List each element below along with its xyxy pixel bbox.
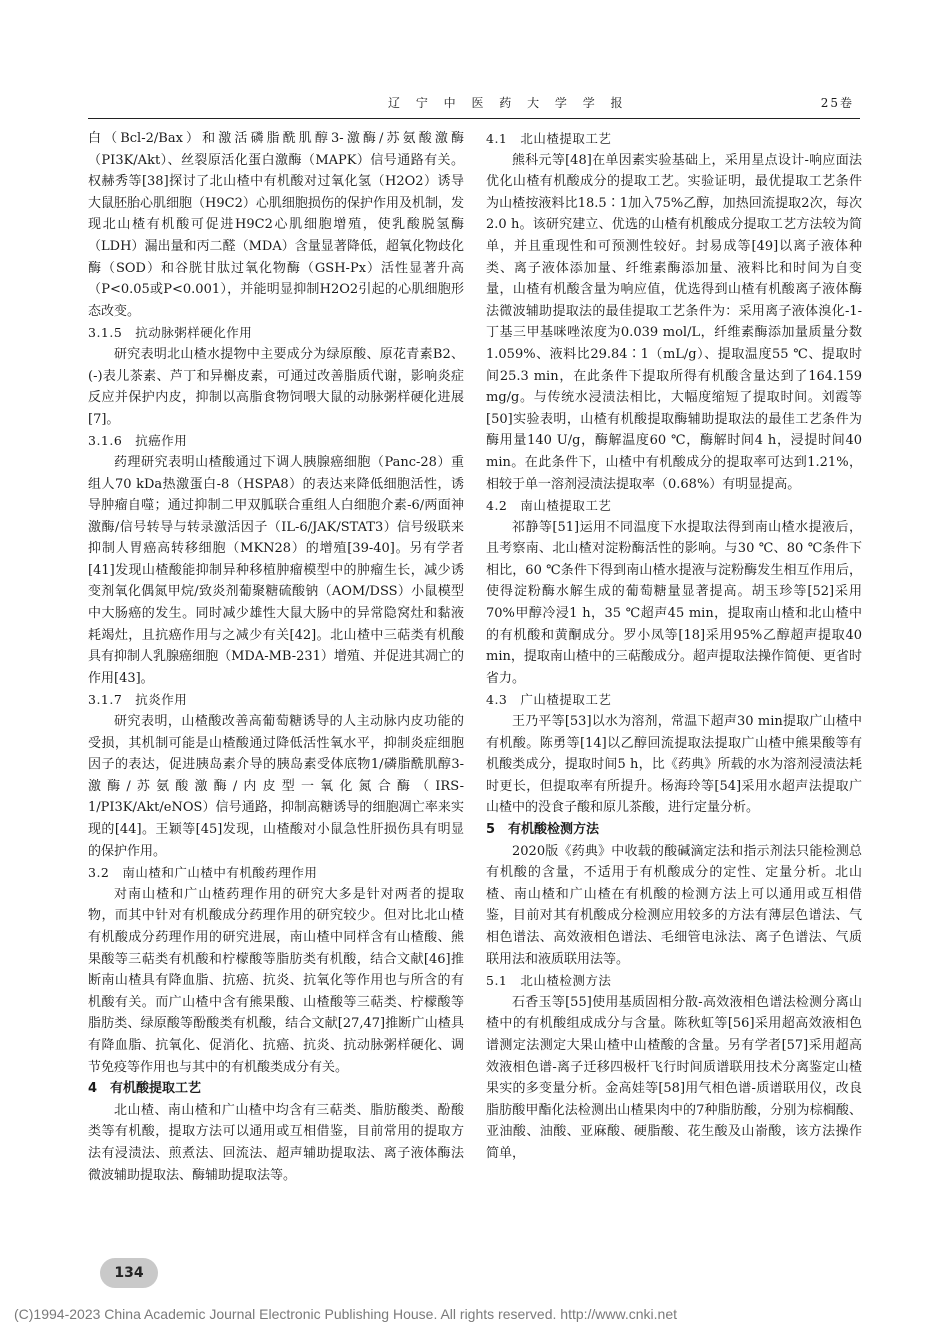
subsection-heading: 5.1 北山楂检测方法 bbox=[486, 973, 612, 989]
paragraph: 熊科元等[48]在单因素实验基础上，采用星点设计-响应面法优化山楂有机酸成分的提取工艺。实验证明，最优提取工艺条件为山楂按液料比18.5∶1加入75%乙醇，加热回流提取2次，每次2.0 h。该研究建立、优选的山楂有机酸成分提取工艺方法较为简单，并且重现性和可预测性较好。封易成等[49]以离子液体种类、离子液体添加量、纤维素酶添加量、液料比和时间为自变量，山楂有机酸含量为响应值，优选得到山楂有机酸离子液体酶法微波辅助提取法的最佳提取工艺条件为：采用离子液体溴化-1-丁基三甲基咪唑浓度为0.039 mol/L，纤维素酶添加量质量分数1.059%、液料比29.84∶1（mL/g）、提取温度55 ℃、提取时间25.3 min，在此条件下提取所得有机酸含量达到了164.159 mg/g。与传统水浸渍法相比，大幅度缩短了提取时间。刘霞等[50]实验表明，山楂有机酸提取酶辅助提取法的最佳工艺条件为酶用量140 U/g，酶解温度60 ℃，酶解时间4 h，浸提时间40 min。在此条件下，山楂中有机酸成分的提取率可达到1.21%，相较于单一溶剂浸渍法提取率（0.68%）有明显提高。 bbox=[486, 152, 862, 492]
subsection-heading: 4.2 南山楂提取工艺 bbox=[486, 498, 612, 514]
section-heading: 4 有机酸提取工艺 bbox=[88, 1081, 202, 1097]
paragraph: 药理研究表明山楂酸通过下调人胰腺癌细胞（Panc-28）重组人70 kDa热激蛋白-8（HSPA8）的表达来降低细胞活性，诱导肿瘤自噬；通过抑制二甲双胍联合重组人白细胞介素-6/两面神激酶/信号转导与转录激活因子（IL-6/JAK/STAT3）信号级联来抑制人胃癌高转移细胞（MKN28）的增殖[39-40]。另有学者[41]发现山楂酸能抑制异种移植肿瘤模型中的肿瘤生长，减少诱变剂氧化偶氮甲烷/致炎剂葡聚糖硫酸钠（AOM/DSS）小鼠模型中大肠癌的发生。同时减少雄性大鼠大肠中的异常隐窝灶和黏液耗竭灶，且抗癌作用与之减少有关[42]。北山楂中三萜类有机酸具有抑制人乳腺癌细胞（MDA-MB-231）增殖、并促进其凋亡的作用[43]。 bbox=[88, 454, 464, 686]
paragraph: 白（Bcl-2/Bax）和激活磷脂酰肌醇3-激酶/苏氨酸激酶（PI3K/Akt）、丝裂原活化蛋白激酶（MAPK）信号通路有关。权赫秀等[38]探讨了北山楂中有机酸对过氧化氢（H2O2）诱导大鼠胚胎心肌细胞（H9C2）心肌细胞损伤的保护作用及机制，发现北山楂有机酸可促进H9C2心肌细胞增殖，使乳酸脱氢酶（LDH）漏出量和丙二醛（MDA）含量显著降低，超氧化物歧化酶（SOD）和谷胱甘肽过氧化物酶（GSH-Px）活性显著升高（P<0.05或P<0.001），并能明显抑制H2O2引起的心肌细胞形态改变。 bbox=[88, 131, 464, 319]
right-column bbox=[486, 128, 862, 1165]
paragraph: 研究表明，山楂酸改善高葡萄糖诱导的人主动脉内皮功能的受损，其机制可能是山楂酸通过降低活性氧水平，抑制炎症细胞因子的表达，促进胰岛素介导的胰岛素受体底物1/磷脂酰肌醇3-激酶/苏氨酸激酶/内皮型一氧化氮合酶（IRS-1/PI3K/Akt/eNOS）信号通路，抑制高糖诱导的细胞凋亡率来实现的[44]。王颖等[45]发现，山楂酸对小鼠急性肝损伤具有明显的保护作用。 bbox=[88, 714, 464, 859]
paragraph: 祁静等[51]运用不同温度下水提取法得到南山楂水提液后，且考察南、北山楂对淀粉酶活性的影响。与30 ℃、80 ℃条件下相比，60 ℃条件下得到南山楂水提液与淀粉酶发生相互作用后，使得淀粉酶水解生成的葡萄糖量显著提高。胡玉珍等[52]采用70%甲醇冷浸1 h，35 ℃超声45 min，提取南山楂和北山楂中的有机酸和黄酮成分。罗小凤等[18]采用95%乙醇超声提取40 min，提取南山楂中的三萜酸成分。超声提取法操作简便、更省时省力。 bbox=[486, 519, 862, 686]
subsection-heading: 3.2 南山楂和广山楂中有机酸药理作用 bbox=[88, 865, 318, 881]
paragraph: 对南山楂和广山楂药理作用的研究大多是针对两者的提取物，而其中针对有机酸成分药理作用的研究较少。但对比北山楂有机酸成分药理作用的研究进展，南山楂中同样含有山楂酸、熊果酸等三萜类有机酸和柠檬酸等脂肪类有机酸，结合文献[46]推断南山楂具有降血脂、抗癌、抗炎、抗氧化等作用也与所含的有机酸有关。而广山楂中含有熊果酸、山楂酸等三萜类、柠檬酸等脂肪类、绿原酸等酚酸类有机酸，结合文献[27,47]推断广山楂具有降血脂、抗氧化、促消化、抗癌、抗炎、抗动脉粥样硬化、调节免疫等作用也与其中的有机酸类成分有关。 bbox=[88, 886, 464, 1075]
paragraph: 北山楂、南山楂和广山楂中均含有三萜类、脂肪酸类、酚酸类等有机酸，提取方法可以通用或互相借鉴，目前常用的提取方法有浸渍法、煎煮法、回流法、超声辅助提取法、离子液体酶法微波辅助提取法、酶辅助提取法等。 bbox=[88, 1102, 464, 1183]
running-header bbox=[88, 92, 860, 116]
paragraph: 研究表明北山楂水提物中主要成分为绿原酸、原花青素B2、(-)表儿茶素、芦丁和异槲皮素，可通过改善脂质代谢，影响炎症反应并保护内皮，抑制以高脂食物饲喂大鼠的动脉粥样硬化进展[7]。 bbox=[88, 346, 464, 427]
paragraph: 王乃平等[53]以水为溶剂，常温下超声30 min提取广山楂中有机酸。陈勇等[14]以乙醇回流提取法提取广山楂中熊果酸等有机酸类成分，提取时间5 h，比《药典》所载的水为溶剂浸渍法耗时更长，但提取率有所提升。杨海玲等[54]采用水超声法提取广山楂中的没食子酸和原儿茶酸，进行定量分析。 bbox=[486, 714, 862, 816]
header-rule bbox=[88, 118, 860, 119]
copyright-footer: (C)1994-2023 China Academic Journal Electronic Publishing House. All rights reserved. http://www.cnki.net bbox=[14, 1306, 677, 1322]
subsection-heading: 3.1.5 抗动脉粥样硬化作用 bbox=[88, 325, 253, 341]
paragraph: 石香玉等[55]使用基质固相分散-高效液相色谱法检测分离山楂中的有机酸组成成分与含量。陈秋虹等[56]采用超高效液相色谱测定法测定大果山楂中山楂酸的含量。另有学者[57]采用超高效液相色谱-离子迁移四极杆飞行时间质谱联用技术分离鉴定山楂果实的多变量分析。金高娃等[58]用气相色谱-质谱联用仪，改良脂肪酸甲酯化法检测出山楂果肉中的7种脂肪酸，分别为棕榈酸、亚油酸、油酸、亚麻酸、硬脂酸、花生酸及山嵛酸，该方法操作简单， bbox=[486, 994, 862, 1161]
subsection-heading: 4.3 广山楂提取工艺 bbox=[486, 692, 612, 708]
page-number: 134 bbox=[100, 1258, 158, 1288]
subsection-heading: 3.1.6 抗癌作用 bbox=[88, 433, 188, 449]
section-heading: 5 有机酸检测方法 bbox=[486, 822, 600, 837]
subsection-heading: 3.1.7 抗炎作用 bbox=[88, 692, 188, 708]
volume-label: 25卷 bbox=[820, 96, 854, 110]
journal-title: 辽 宁 中 医 药 大 学 学 报 bbox=[388, 96, 629, 110]
subsection-heading: 4.1 北山楂提取工艺 bbox=[486, 131, 612, 146]
left-column bbox=[88, 128, 464, 1186]
paragraph: 2020版《药典》中收载的酸碱滴定法和指示剂法只能检测总有机酸的含量，不适用于有机酸成分的定性、定量分析。北山楂、南山楂和广山楂在有机酸的检测方法上可以通用或互相借鉴，目前对其有机酸成分检测应用较多的方法有薄层色谱法、气相色谱法、高效液相色谱法、毛细管电泳法、离子色谱法、气质联用法和液质联用法等。 bbox=[486, 843, 862, 967]
